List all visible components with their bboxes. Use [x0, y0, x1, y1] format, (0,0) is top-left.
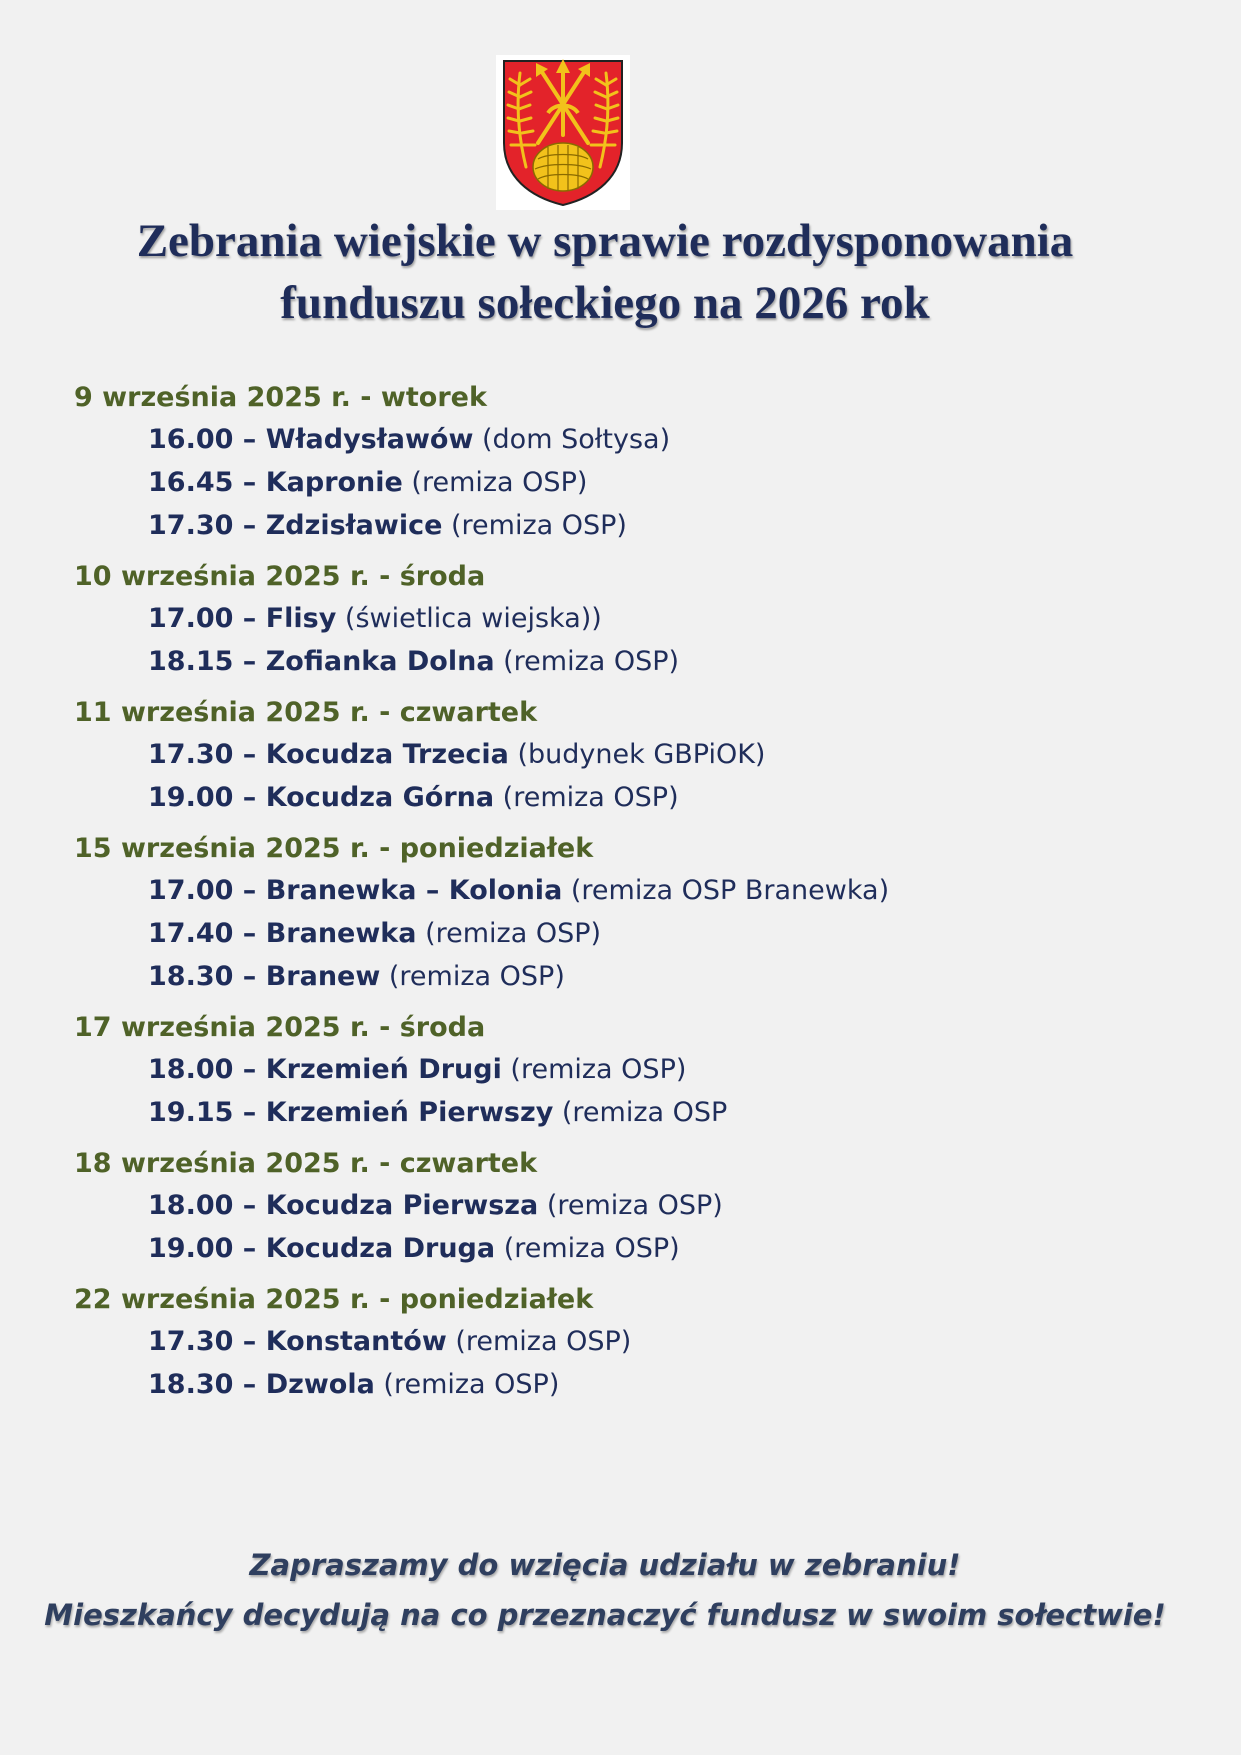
meeting-dash: –	[233, 1190, 266, 1221]
meeting-venue: (remiza OSP)	[380, 961, 565, 992]
meeting-time: 19.15	[148, 1097, 234, 1128]
meeting-venue: (remiza OSP)	[495, 1233, 680, 1264]
day-heading: 9 września 2025 r. - wtorek	[74, 382, 487, 413]
meeting-dash: –	[233, 739, 266, 770]
meeting-time: 17.30	[148, 739, 234, 770]
meeting-place: Kocudza Druga	[265, 1233, 496, 1264]
meeting-place: Branewka – Kolonia	[265, 875, 563, 906]
meeting-time: 16.45	[148, 467, 234, 498]
meeting-venue: (remiza OSP	[553, 1097, 728, 1128]
meeting-venue: (budynek GBPiOK)	[508, 739, 766, 770]
meeting-entry	[74, 955, 1174, 998]
day-heading: 15 września 2025 r. - poniedziałek	[74, 833, 594, 864]
meeting-place: Władysławów	[265, 424, 474, 455]
meeting-place: Kapronie	[265, 467, 403, 498]
title-line-1: Zebrania wiejskie w sprawie rozdysponowania	[136, 215, 1074, 267]
day-heading: 22 września 2025 r. - poniedziałek	[74, 1284, 594, 1315]
day-group	[74, 1280, 1174, 1406]
meeting-entry	[74, 504, 1174, 547]
meeting-time: 18.30	[148, 1369, 234, 1400]
footer-invitation	[20, 1540, 1190, 1640]
meeting-dash: –	[233, 1369, 266, 1400]
meeting-venue: (dom Sołtysa)	[473, 424, 671, 455]
meeting-entry	[74, 869, 1174, 912]
meeting-venue: (remiza OSP)	[402, 467, 588, 498]
meeting-venue: (remiza OSP Branewka)	[562, 875, 890, 906]
meeting-entry	[74, 1363, 1174, 1406]
meeting-time: 17.00	[148, 875, 234, 906]
meeting-place: Kocudza Pierwsza	[265, 1190, 539, 1221]
meeting-entry	[74, 597, 1174, 640]
meeting-time: 17.30	[148, 1326, 234, 1357]
day-heading: 10 września 2025 r. - środa	[74, 561, 486, 592]
meeting-place: Branewka	[265, 918, 417, 949]
meeting-entry	[74, 461, 1174, 504]
meeting-entry	[74, 1320, 1174, 1363]
meeting-dash: –	[233, 1097, 266, 1128]
meeting-place: Kocudza Górna	[265, 782, 495, 813]
meeting-venue: (remiza OSP)	[416, 918, 602, 949]
meeting-time: 19.00	[148, 1233, 234, 1264]
meeting-dash: –	[233, 603, 266, 634]
meeting-dash: –	[233, 1326, 266, 1357]
meeting-venue: (remiza OSP)	[494, 646, 680, 677]
title-line-2: funduszu sołeckiego na 2026 rok	[280, 277, 930, 329]
day-group	[74, 1008, 1174, 1134]
meeting-venue: (remiza OSP)	[501, 1054, 687, 1085]
meeting-venue: (remiza OSP)	[442, 510, 627, 541]
meeting-time: 17.00	[148, 603, 234, 634]
footer-line-1: Zapraszamy do wzięcia udziału w zebraniu!	[249, 1548, 961, 1582]
meeting-entry	[74, 1184, 1174, 1227]
meeting-place: Dzwola	[265, 1369, 375, 1400]
meeting-dash: –	[233, 782, 266, 813]
meeting-place: Krzemień Drugi	[265, 1054, 502, 1085]
meeting-entry	[74, 1227, 1174, 1270]
meeting-time: 18.00	[148, 1054, 234, 1085]
meeting-venue: (remiza OSP)	[374, 1369, 560, 1400]
day-heading: 18 września 2025 r. - czwartek	[74, 1148, 538, 1179]
page-title	[20, 210, 1190, 334]
meeting-place: Kocudza Trzecia	[265, 739, 509, 770]
meeting-dash: –	[233, 424, 266, 455]
meeting-dash: –	[233, 510, 266, 541]
meeting-entry	[74, 1091, 1174, 1134]
day-group	[74, 557, 1174, 683]
meeting-venue: (świetlica wiejska))	[336, 603, 602, 634]
meeting-dash: –	[233, 646, 266, 677]
meeting-place: Krzemień Pierwszy	[265, 1097, 554, 1128]
meeting-place: Branew	[265, 961, 381, 992]
meeting-entry	[74, 640, 1174, 683]
meeting-dash: –	[233, 875, 266, 906]
meeting-dash: –	[233, 467, 266, 498]
meeting-dash: –	[233, 1054, 266, 1085]
meeting-venue: (remiza OSP)	[446, 1326, 632, 1357]
meeting-venue: (remiza OSP)	[538, 1190, 723, 1221]
meeting-time: 18.30	[148, 961, 234, 992]
meeting-venue: (remiza OSP)	[494, 782, 679, 813]
meeting-schedule	[74, 378, 1174, 1416]
meeting-dash: –	[233, 918, 266, 949]
meeting-place: Konstantów	[265, 1326, 447, 1357]
day-group	[74, 693, 1174, 819]
meeting-time: 17.30	[148, 510, 234, 541]
meeting-entry	[74, 1048, 1174, 1091]
day-group	[74, 1144, 1174, 1270]
meeting-time: 18.15	[148, 646, 234, 677]
coat-of-arms-icon	[496, 55, 630, 210]
meeting-place: Zofianka Dolna	[265, 646, 495, 677]
meeting-entry	[74, 912, 1174, 955]
meeting-place: Zdzisławice	[265, 510, 443, 541]
meeting-entry	[74, 418, 1174, 461]
meeting-time: 16.00	[148, 424, 234, 455]
day-group	[74, 378, 1174, 547]
meeting-dash: –	[233, 1233, 266, 1264]
day-heading: 11 września 2025 r. - czwartek	[74, 697, 538, 728]
day-group	[74, 829, 1174, 998]
meeting-time: 19.00	[148, 782, 234, 813]
meeting-time: 17.40	[148, 918, 234, 949]
meeting-time: 18.00	[148, 1190, 234, 1221]
meeting-entry	[74, 733, 1174, 776]
meeting-entry	[74, 776, 1174, 819]
meeting-place: Flisy	[265, 603, 337, 634]
footer-line-2: Mieszkańcy decydują na co przeznaczyć fundusz w swoim sołectwie!	[44, 1598, 1166, 1632]
meeting-dash: –	[233, 961, 266, 992]
day-heading: 17 września 2025 r. - środa	[74, 1012, 486, 1043]
